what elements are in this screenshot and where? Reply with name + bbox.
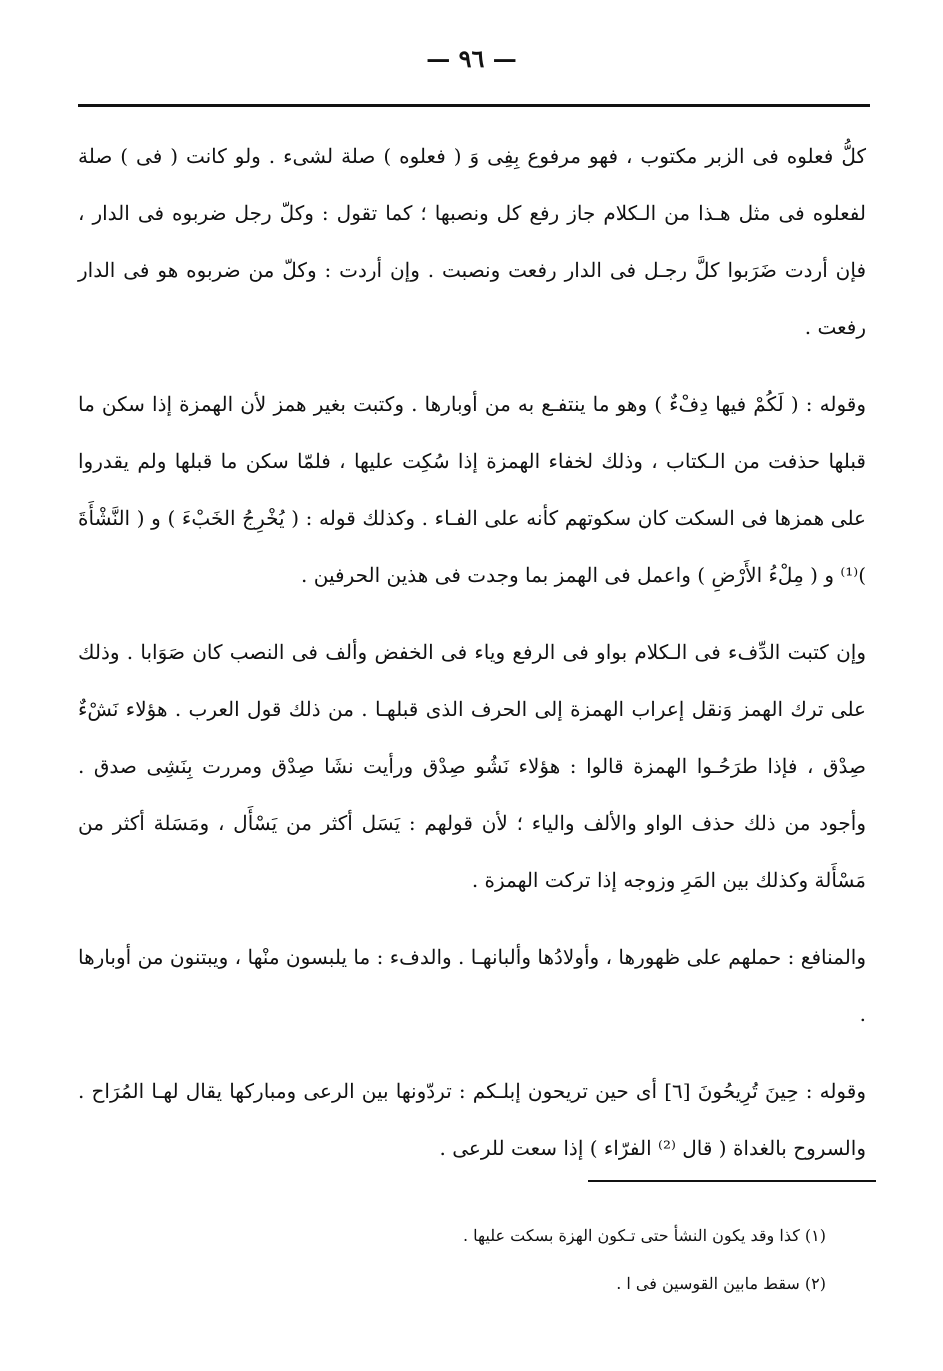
paragraph-3: وإن كتبت الدِّفء فى الـكلام بواو فى الرفع وياء فى الخفض وألف فى النصب كان صَوَابا . وذلك على ترك الهمز وَنقل إعراب الهمزة إلى الحرف الذى قبلهـا . من ذلك قول العرب . هؤلاء نَشْءٌ صِدْق ، فإذا طرَحُـوا الهمزة قالوا : هؤلاء نَشُو صِدْق ورأيت نشَا صِدْق ومررت بِنَشِى صدق . وأجود من ذلك حذف الواو والألف والياء ؛ لأن قولهم : يَسَل أكثر من يَسْأَل ، ومَسَلة أكثر من مَسْأَلة وكذلك بين المَرِ وزوجه إذا تركت الهمزة . (78, 640, 866, 892)
body-text (78, 128, 866, 1177)
paragraph-2: وقوله : ( لَكُمْ فيها دِفْءٌ ) وهو ما ينتفـع به من أوبارها . وكتبت بغير همز لأن الهمزة إذا سكن ما قبلها حذفت من الـكتاب ، وذلك لخفاء الهمزة إذا سُكِت عليها ، فلمّا سكن ما قبلها ولم يقدروا على همزها فى السكت كان سكوتهم كأنه على الفـاء . وكذلك قوله : ( يُخْرِجُ الخَبْءَ ) و ( النَّشْأَةَ )⁽¹⁾ و ( مِلْءُ الأَرْضِ ) واعمل فى الهمز بما وجدت فى هذين الحرفين . (78, 392, 866, 587)
header-divider (78, 104, 870, 107)
page-number: — ٩٦ — (426, 44, 517, 73)
paragraph-5: وقوله : حِينَ تُرِيحُونَ [٦] أى حين تريحون إبلـكم : تردّونها بين الرعى ومباركها يقال لهـا المُرَاح . والسروح بالغداة ( قال ⁽²⁾ الفرّاء ) إذا سعت للرعى . (78, 1079, 866, 1160)
footnote-divider (588, 1180, 876, 1182)
footnote-1: (١) كذا وقد يكون النشأ حتى تـكون الهزة بسكت عليها . (462, 1226, 826, 1245)
paragraph-4: والمنافع : حملهم على ظهورها ، وأولادُها وألبانهـا . والدفء : ما يلبسون منْها ، ويبتنون من أوبارها . (78, 945, 866, 1026)
footnotes (78, 1212, 866, 1308)
footnote-2: (٢) سقط مابين القوسين فى ا . (616, 1274, 826, 1293)
paragraph-1: كلُّ فعلوه فى الزبر مكتوب ، فهو مرفوع بِفِى وَ ( فعلوه ) صلة لشىء . ولو كانت ( فى ) صلة لفعلوه فى مثل هـذا من الـكلام جاز رفع كل ونصبها ؛ كما تقول : وكلّ رجل ضربوه فى الدار ، فإن أردت ضَرَبوا كلَّ رجـل فى الدار رفعت ونصبت . وإن أردت : وكلّ من ضربوه هو فى الدار رفعت . (78, 144, 867, 339)
